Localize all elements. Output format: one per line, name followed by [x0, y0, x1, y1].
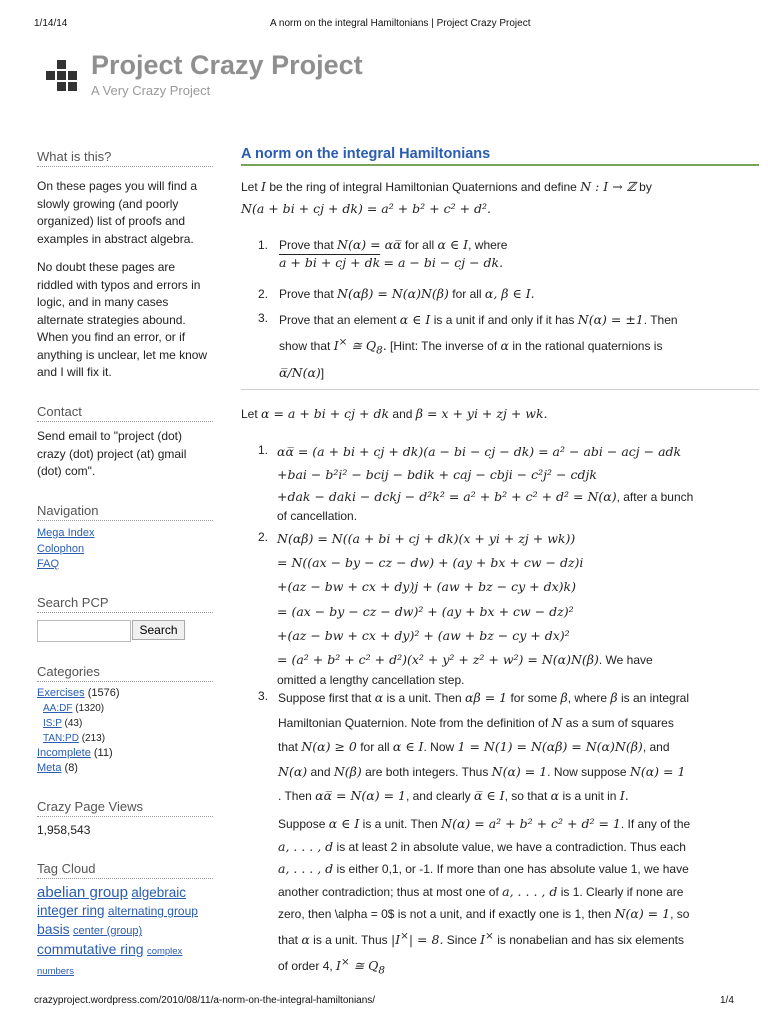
widget-title-navigation: Navigation	[37, 503, 213, 521]
text: Suppose	[278, 817, 326, 831]
category-tan-pd[interactable]: TAN:PD	[43, 733, 79, 744]
tag-cloud	[37, 884, 213, 981]
text: , and clearly	[405, 789, 471, 804]
text: is a unit. Then	[386, 691, 462, 705]
text: Prove that	[279, 287, 334, 301]
text: that	[278, 740, 299, 755]
text: Let	[241, 180, 258, 194]
navigation-list	[37, 526, 213, 573]
widget-title-page-views: Crazy Page Views	[37, 799, 213, 817]
category-count: (213)	[81, 733, 106, 744]
category-count: (8)	[64, 762, 78, 774]
text: , so that	[504, 789, 548, 804]
math: a + bi + cj + dk	[279, 255, 381, 270]
text: . If any of the	[620, 817, 691, 831]
math-line: = (a² + b² + c² + d²)(x² + y² + z² + w²) = N(α)N(β)	[277, 652, 599, 668]
text: and	[392, 407, 413, 421]
math-line: +dak − daki − dckj − d²k² = a² + b² + c² + d² = N(α)	[277, 489, 617, 504]
text: , after a bunch	[616, 490, 694, 504]
tag-link[interactable]: abelian group	[37, 884, 128, 901]
text: is at least 2 in absolute value, we have a contradiction. Thus each	[336, 839, 686, 854]
text: Prove that	[279, 238, 334, 252]
text: is a unit. Thus	[313, 933, 388, 948]
math: α, β ∈ I.	[484, 286, 535, 301]
math-line: +bai − b²i² − bcij − bdik + caj − cbji − c²j² − cdjk	[277, 466, 597, 482]
text: are both integers. Thus	[365, 764, 489, 779]
widget-title-search: Search PCP	[37, 595, 213, 613]
text: show that	[279, 339, 331, 354]
math-line: = N((ax − by − cz − dw) + (ay + bx + cw − dz)i	[277, 555, 584, 571]
category-count: (1576)	[87, 687, 120, 699]
solution-3-part-1: Suppose first that α is a unit. Then αβ = 1 for some β, where β is an integral Hamiltonian Quaternion. Note from the definition of N as a sum of squares that N(α) ≥ 0 for all α ∈ I. Now 1 = N(1) = N(αβ) = N(α)N(β), and N(α) and N(β) are both integers. Thus N(α) = 1. Now suppose N(α) = 1 . Then αα̅ = N(α) = 1, and clearly α̅ ∈ I, so that α is a unit in I.	[278, 690, 690, 804]
text: ]	[320, 365, 325, 380]
text: for all	[452, 287, 482, 301]
text: that	[278, 933, 299, 948]
text: . Now suppose	[547, 764, 627, 779]
tag-link[interactable]: alternating group	[107, 904, 198, 918]
text: Let	[241, 407, 258, 421]
what-paragraph-2: No doubt these pages are riddled with typos and errors in logic, and in many cases alternate strategies abound. When you find an error, or if anything is unclear, let me know and I will fix it.	[37, 260, 208, 379]
category-count: (11)	[93, 747, 113, 759]
text: . Then	[643, 313, 678, 327]
problem-3: Prove that an element α ∈ I is a unit if and only if it has N(α) = ±1. Then show that I× ≅ $Q_8$. [Hint: The inverse of α in the rational quaternions is α̅/N(α)]	[279, 312, 678, 380]
text: be the ring of integral Hamiltonian Quaternions and define	[269, 180, 577, 194]
widget-title-tag-cloud: Tag Cloud	[37, 861, 213, 879]
category-incomplete[interactable]: Incomplete	[37, 747, 91, 759]
category-is-p[interactable]: IS:P	[43, 718, 62, 729]
widget-title-categories: Categories	[37, 664, 213, 682]
math: = a − bi − cj − dk.	[383, 255, 504, 270]
text: omitted a lengthy cancellation step.	[277, 673, 465, 688]
list-number: 1.	[258, 443, 269, 457]
category-exercises[interactable]: Exercises	[37, 687, 85, 699]
text: zero, then \alpha = 0$ is not a unit, and if exactly one is 1, then	[278, 907, 612, 922]
contact-text: Send email to "project (dot) crazy (dot) project (at) gmail (dot) com".	[37, 429, 187, 478]
text: . Now	[423, 740, 455, 755]
print-page-title: A norm on the integral Hamiltonians | Project Crazy Project	[270, 18, 531, 29]
text: in the rational quaternions is	[512, 339, 663, 354]
tag-link[interactable]: basis	[37, 921, 70, 937]
nav-link-faq[interactable]: FAQ	[37, 558, 60, 570]
math-line: N(αβ) = N((a + bi + cj + dk)(x + yi + zj + wk))	[277, 531, 576, 546]
text: is a unit in	[562, 789, 617, 804]
site-tagline: A Very Crazy Project	[91, 83, 211, 98]
text: is nonabelian and has six elements	[497, 933, 684, 948]
categories-list	[37, 686, 213, 776]
tag-link[interactable]: algebraic integer ring	[37, 885, 187, 918]
text: is 1. Clearly if none are	[560, 884, 684, 899]
nav-link-colophon[interactable]: Colophon	[37, 542, 85, 555]
math: N(αβ) = N(α)N(β)	[337, 286, 449, 301]
category-meta[interactable]: Meta	[37, 762, 62, 774]
list-number: 2.	[258, 530, 269, 544]
text: , and	[642, 740, 670, 755]
category-count: (43)	[64, 718, 83, 729]
text: Since	[446, 933, 477, 948]
text: another contradiction; thus at most one of	[278, 884, 499, 899]
page-views-count: 1,958,543	[37, 823, 91, 837]
list-number: 3.	[258, 689, 269, 703]
text: as a sum of squares	[565, 715, 674, 730]
problem-1	[279, 236, 759, 272]
text: is a unit. Then	[362, 817, 438, 831]
solution-3-part-2: Suppose α ∈ I is a unit. Then N(α) = a² + b² + c² + d² = 1. If any of the a, . . . , d is at least 2 in absolute value, we have a contradiction. Thus each a, . . . , d is either 0,1, or -1. If more than one has absolute value 1, we have another contradiction; thus at most one of a, . . . , d is 1. Clearly if none are zero, then \alpha = 0$ is not a unit, and if exactly one is 1, then N(α) = 1, so that α is a unit. Thus |I×| = 8. Since I× is nonabelian and has six elements of order 4, I× ≅ $Q_8$	[278, 816, 691, 977]
text: for some	[510, 691, 558, 705]
widget-title-what: What is this?	[37, 149, 213, 167]
math-line: αα̅ = (a + bi + cj + dk)(a − bi − cj − dk) = a² − abi − acj − adk	[277, 444, 682, 459]
text: and	[310, 764, 331, 779]
intro-equation: N(a + bi + cj + dk) = a² + b² + c² + d².	[241, 201, 492, 216]
divider	[241, 389, 759, 390]
text: , where	[468, 238, 508, 252]
solution-intro: Let α = a + bi + cj + dk and β = x + yi + zj + wk.	[241, 406, 548, 421]
widget-title-contact: Contact	[37, 404, 213, 422]
category-aa-df[interactable]: AA:DF	[43, 703, 73, 714]
text: Suppose first that	[278, 691, 372, 705]
text: of cancellation.	[277, 508, 358, 523]
list-number: 1.	[258, 238, 269, 252]
math-line: +(az − bw + cx + dy)j + (aw + bz − cy + dx)k)	[277, 579, 576, 595]
search-input[interactable]	[37, 620, 131, 642]
list-number: 3.	[258, 311, 269, 325]
text: , so	[670, 907, 690, 922]
text: for all	[360, 740, 390, 755]
search-button[interactable]: Search	[132, 620, 185, 640]
math-line: +(az − bw + cx + dy)² + (aw + bz − cy + dx)²	[277, 627, 570, 643]
post-title: A norm on the integral Hamiltonians	[241, 146, 759, 166]
intro-line-1: Let I be the ring of integral Hamiltonian Quaternions and define N : I → ℤ by	[241, 179, 652, 194]
tag-link[interactable]: center (group)	[73, 925, 143, 937]
site-title[interactable]: Project Crazy Project	[91, 50, 363, 80]
text: [Hint: The inverse of	[390, 339, 498, 354]
what-paragraph-1: On these pages you will find a slowly growing (and poorly organized) list of proofs and examples in abstract algebra.	[37, 179, 198, 246]
text: . Then	[278, 789, 312, 804]
text: for all	[404, 238, 435, 252]
math: α ∈ I	[437, 237, 469, 252]
nav-link-mega-index[interactable]: Mega Index	[37, 527, 95, 539]
text: . We have	[598, 653, 653, 668]
tag-link[interactable]: commutative ring	[37, 941, 144, 957]
text: , where	[567, 691, 608, 705]
category-count: (1320)	[75, 703, 105, 714]
math: N(α) = αα̅	[337, 237, 402, 252]
math-line: = (ax − by − cz − dw)² + (ay + bx + cw − dz)²	[277, 603, 574, 619]
text: Prove that an element	[279, 313, 397, 327]
text: Hamiltonian Quaternion. Note from the definition of	[278, 715, 549, 730]
text: by	[639, 180, 652, 194]
text: of order 4,	[278, 958, 333, 973]
solution-1	[277, 441, 759, 523]
text: is either 0,1, or -1. If more than one has absolute value 1, we have	[336, 862, 689, 877]
print-date: 1/14/14	[34, 18, 68, 29]
site-logo-icon[interactable]	[46, 60, 78, 92]
print-page-number: 1/4	[720, 995, 734, 1006]
tag-link[interactable]: complex numbers	[37, 946, 183, 977]
text: is an integral	[620, 691, 690, 705]
problem-2	[279, 285, 759, 303]
list-number: 2.	[258, 287, 269, 301]
print-url: crazyproject.wordpress.com/2010/08/11/a-norm-on-the-integral-hamiltonians/	[34, 995, 376, 1006]
text: is a unit if and only if it has	[433, 313, 575, 327]
solution-2	[277, 527, 759, 688]
